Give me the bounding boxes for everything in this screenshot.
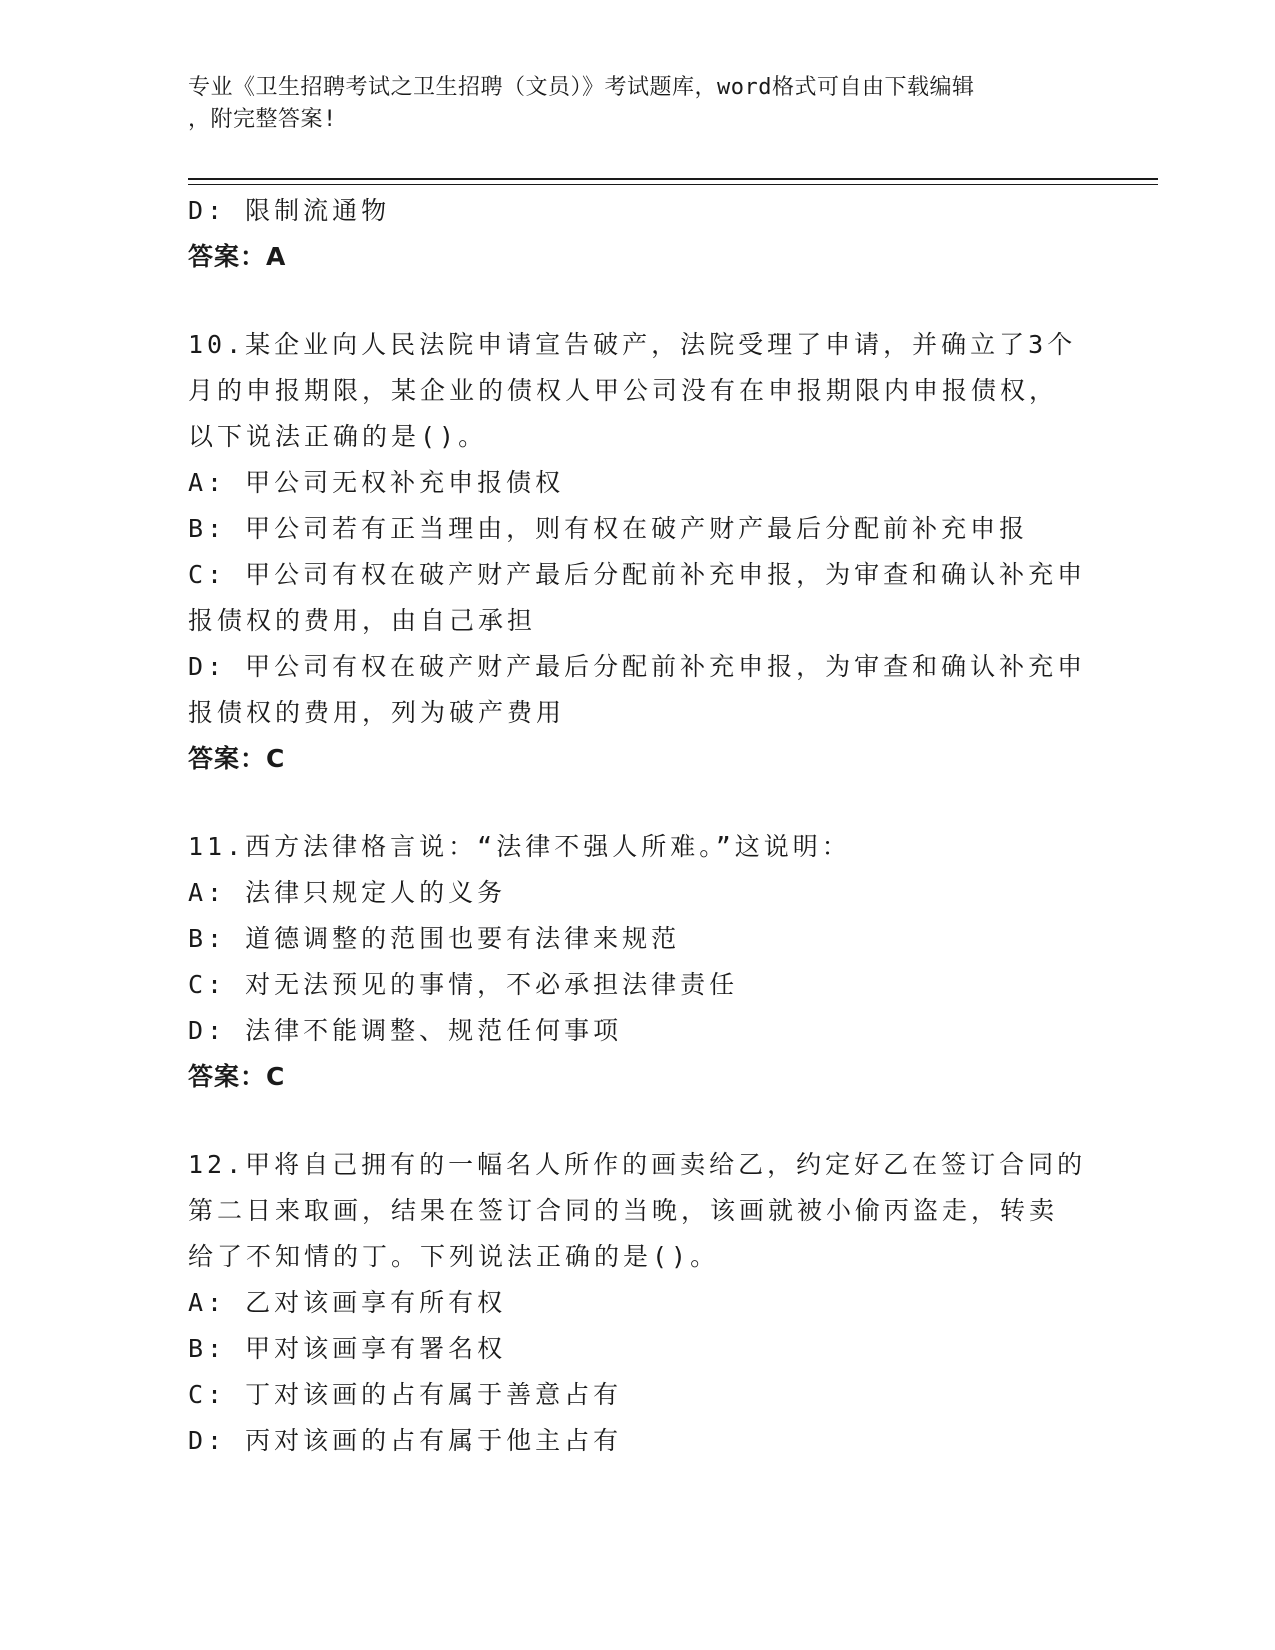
q11-option-d: D: 法律不能调整、规范任何事项 (188, 1016, 623, 1045)
page-header (188, 72, 1088, 136)
question-10 (188, 322, 1088, 782)
q11-option-b: B: 道德调整的范围也要有法律来规范 (188, 924, 681, 953)
q11-option-a: A: 法律只规定人的义务 (188, 878, 507, 907)
q11-option-c: C: 对无法预见的事情，不必承担法律责任 (188, 970, 739, 999)
prev-answer: 答案：A (188, 242, 287, 271)
q11-stem: 11.西方法律格言说：“法律不强人所难。”这说明： (188, 832, 851, 861)
prev-option-d: D: 限制流通物 (188, 196, 391, 225)
q12-stem-line-2: 第二日来取画，结果在签订合同的当晚，该画就被小偷丙盗走，转卖 (188, 1196, 1059, 1225)
q10-stem-line-1: 10.某企业向人民法院申请宣告破产，法院受理了申请，并确立了3个 (188, 330, 1077, 359)
q10-option-d-line-2: 报债权的费用，列为破产费用 (188, 698, 566, 727)
header-divider-thin (188, 184, 1158, 185)
q10-option-b: B: 甲公司若有正当理由，则有权在破产财产最后分配前补充申报 (188, 514, 1029, 543)
q11-answer: 答案：C (188, 1062, 286, 1091)
question-11 (188, 824, 1088, 1100)
q10-option-a: A: 甲公司无权补充申报债权 (188, 468, 565, 497)
q12-option-c: C: 丁对该画的占有属于善意占有 (188, 1380, 623, 1409)
prev-question-tail (188, 188, 1088, 280)
question-12 (188, 1142, 1088, 1464)
q12-option-b: B: 甲对该画享有署名权 (188, 1334, 507, 1363)
document-body (188, 188, 1088, 1464)
q10-option-d-line-1: D: 甲公司有权在破产财产最后分配前补充申报，为审查和确认补充申 (188, 652, 1087, 681)
q12-option-a: A: 乙对该画享有所有权 (188, 1288, 507, 1317)
q10-option-c-line-2: 报债权的费用，由自己承担 (188, 606, 537, 635)
header-divider-thick (188, 178, 1158, 180)
header-line-2: ，附完整答案! (188, 107, 337, 132)
header-line-1: 专业《卫生招聘考试之卫生招聘（文员）》考试题库，word格式可自由下载编辑 (188, 75, 975, 100)
q12-option-d: D: 丙对该画的占有属于他主占有 (188, 1426, 623, 1455)
q12-stem-line-3: 给了不知情的丁。下列说法正确的是()。 (188, 1242, 720, 1271)
q10-option-c-line-1: C: 甲公司有权在破产财产最后分配前补充申报，为审查和确认补充申 (188, 560, 1087, 589)
q10-answer: 答案：C (188, 744, 286, 773)
q12-stem-line-1: 12.甲将自己拥有的一幅名人所作的画卖给乙，约定好乙在签订合同的 (188, 1150, 1087, 1179)
q10-stem-line-2: 月的申报期限，某企业的债权人甲公司没有在申报期限内申报债权， (188, 376, 1059, 405)
q10-stem-line-3: 以下说法正确的是()。 (188, 422, 488, 451)
